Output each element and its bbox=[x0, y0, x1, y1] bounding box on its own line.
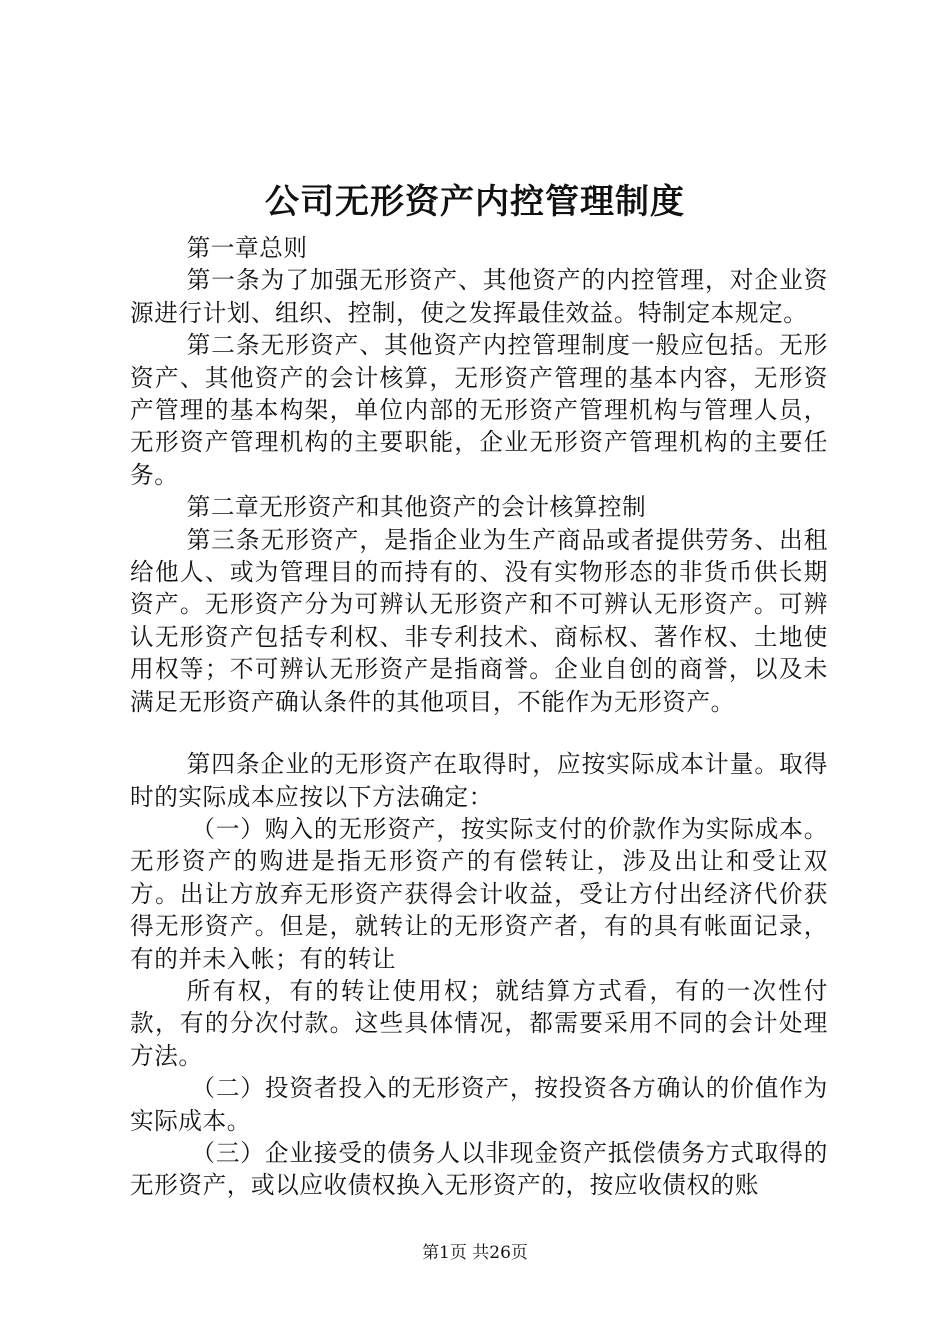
chapter-heading: 第二章无形资产和其他资产的会计核算控制 bbox=[186, 493, 647, 522]
page-number-footer: 第1页 共26页 bbox=[422, 1243, 528, 1263]
article-paragraph: 第一条为了加强无形资产、其他资产的内控管理，对企业资源进行计划、组织、控制，使之发挥最佳效益。特制定本规定。 bbox=[130, 266, 828, 327]
article-paragraph: 第三条无形资产，是指企业为生产商品或者提供劳务、出租给他人、或为管理目的而持有的、没有实物形态的非货币供长期资产。无形资产分为可辨认无形资产和不可辨认无形资产。可辨认无形资产包括专利权、非专利技术、商标权、著作权、土地使用权等；不可辨认无形资产是指商誉。企业自创的商誉，以及未满足无形资产确认条件的其他项目，不能作为无形资产。 bbox=[130, 525, 828, 716]
chapter-heading: 第一章总则 bbox=[186, 234, 308, 262]
list-item-paragraph: （一）购入的无形资产，按实际支付的价款作为实际成本。无形资产的购进是指无形资产的有偿转让，涉及出让和受让双方。出让方放弃无形资产获得会计收益，受让方付出经济代价获得无形资产。但是，就转让的无形资产者，有的具有帐面记录，有的并未入帐；有的转让 bbox=[130, 814, 828, 973]
document-body bbox=[130, 232, 828, 1202]
continuation-paragraph: 所有权，有的转让使用权；就结算方式看，有的一次性付款，有的分次付款。这些具体情况，都需要采用不同的会计处理方法。 bbox=[130, 976, 828, 1070]
article-paragraph: 第四条企业的无形资产在取得时，应按实际成本计量。取得时的实际成本应按以下方法确定： bbox=[130, 750, 828, 811]
article-paragraph: 第二条无形资产、其他资产内控管理制度一般应包括。无形资产、其他资产的会计核算，无形资产管理的基本内容，无形资产管理的基本构架，单位内部的无形资产管理机构与管理人员，无形资产管理机构的主要职能，企业无形资产管理机构的主要任务。 bbox=[130, 331, 828, 489]
document-title: 公司无形资产内控管理制度 bbox=[265, 182, 685, 222]
list-item-paragraph: （三）企业接受的债务人以非现金资产抵偿债务方式取得的无形资产，或以应收债权换入无形资产的，按应收债权的账 bbox=[130, 1138, 828, 1200]
list-item-paragraph: （二）投资者投入的无形资产，按投资各方确认的价值作为实际成本。 bbox=[130, 1074, 828, 1135]
